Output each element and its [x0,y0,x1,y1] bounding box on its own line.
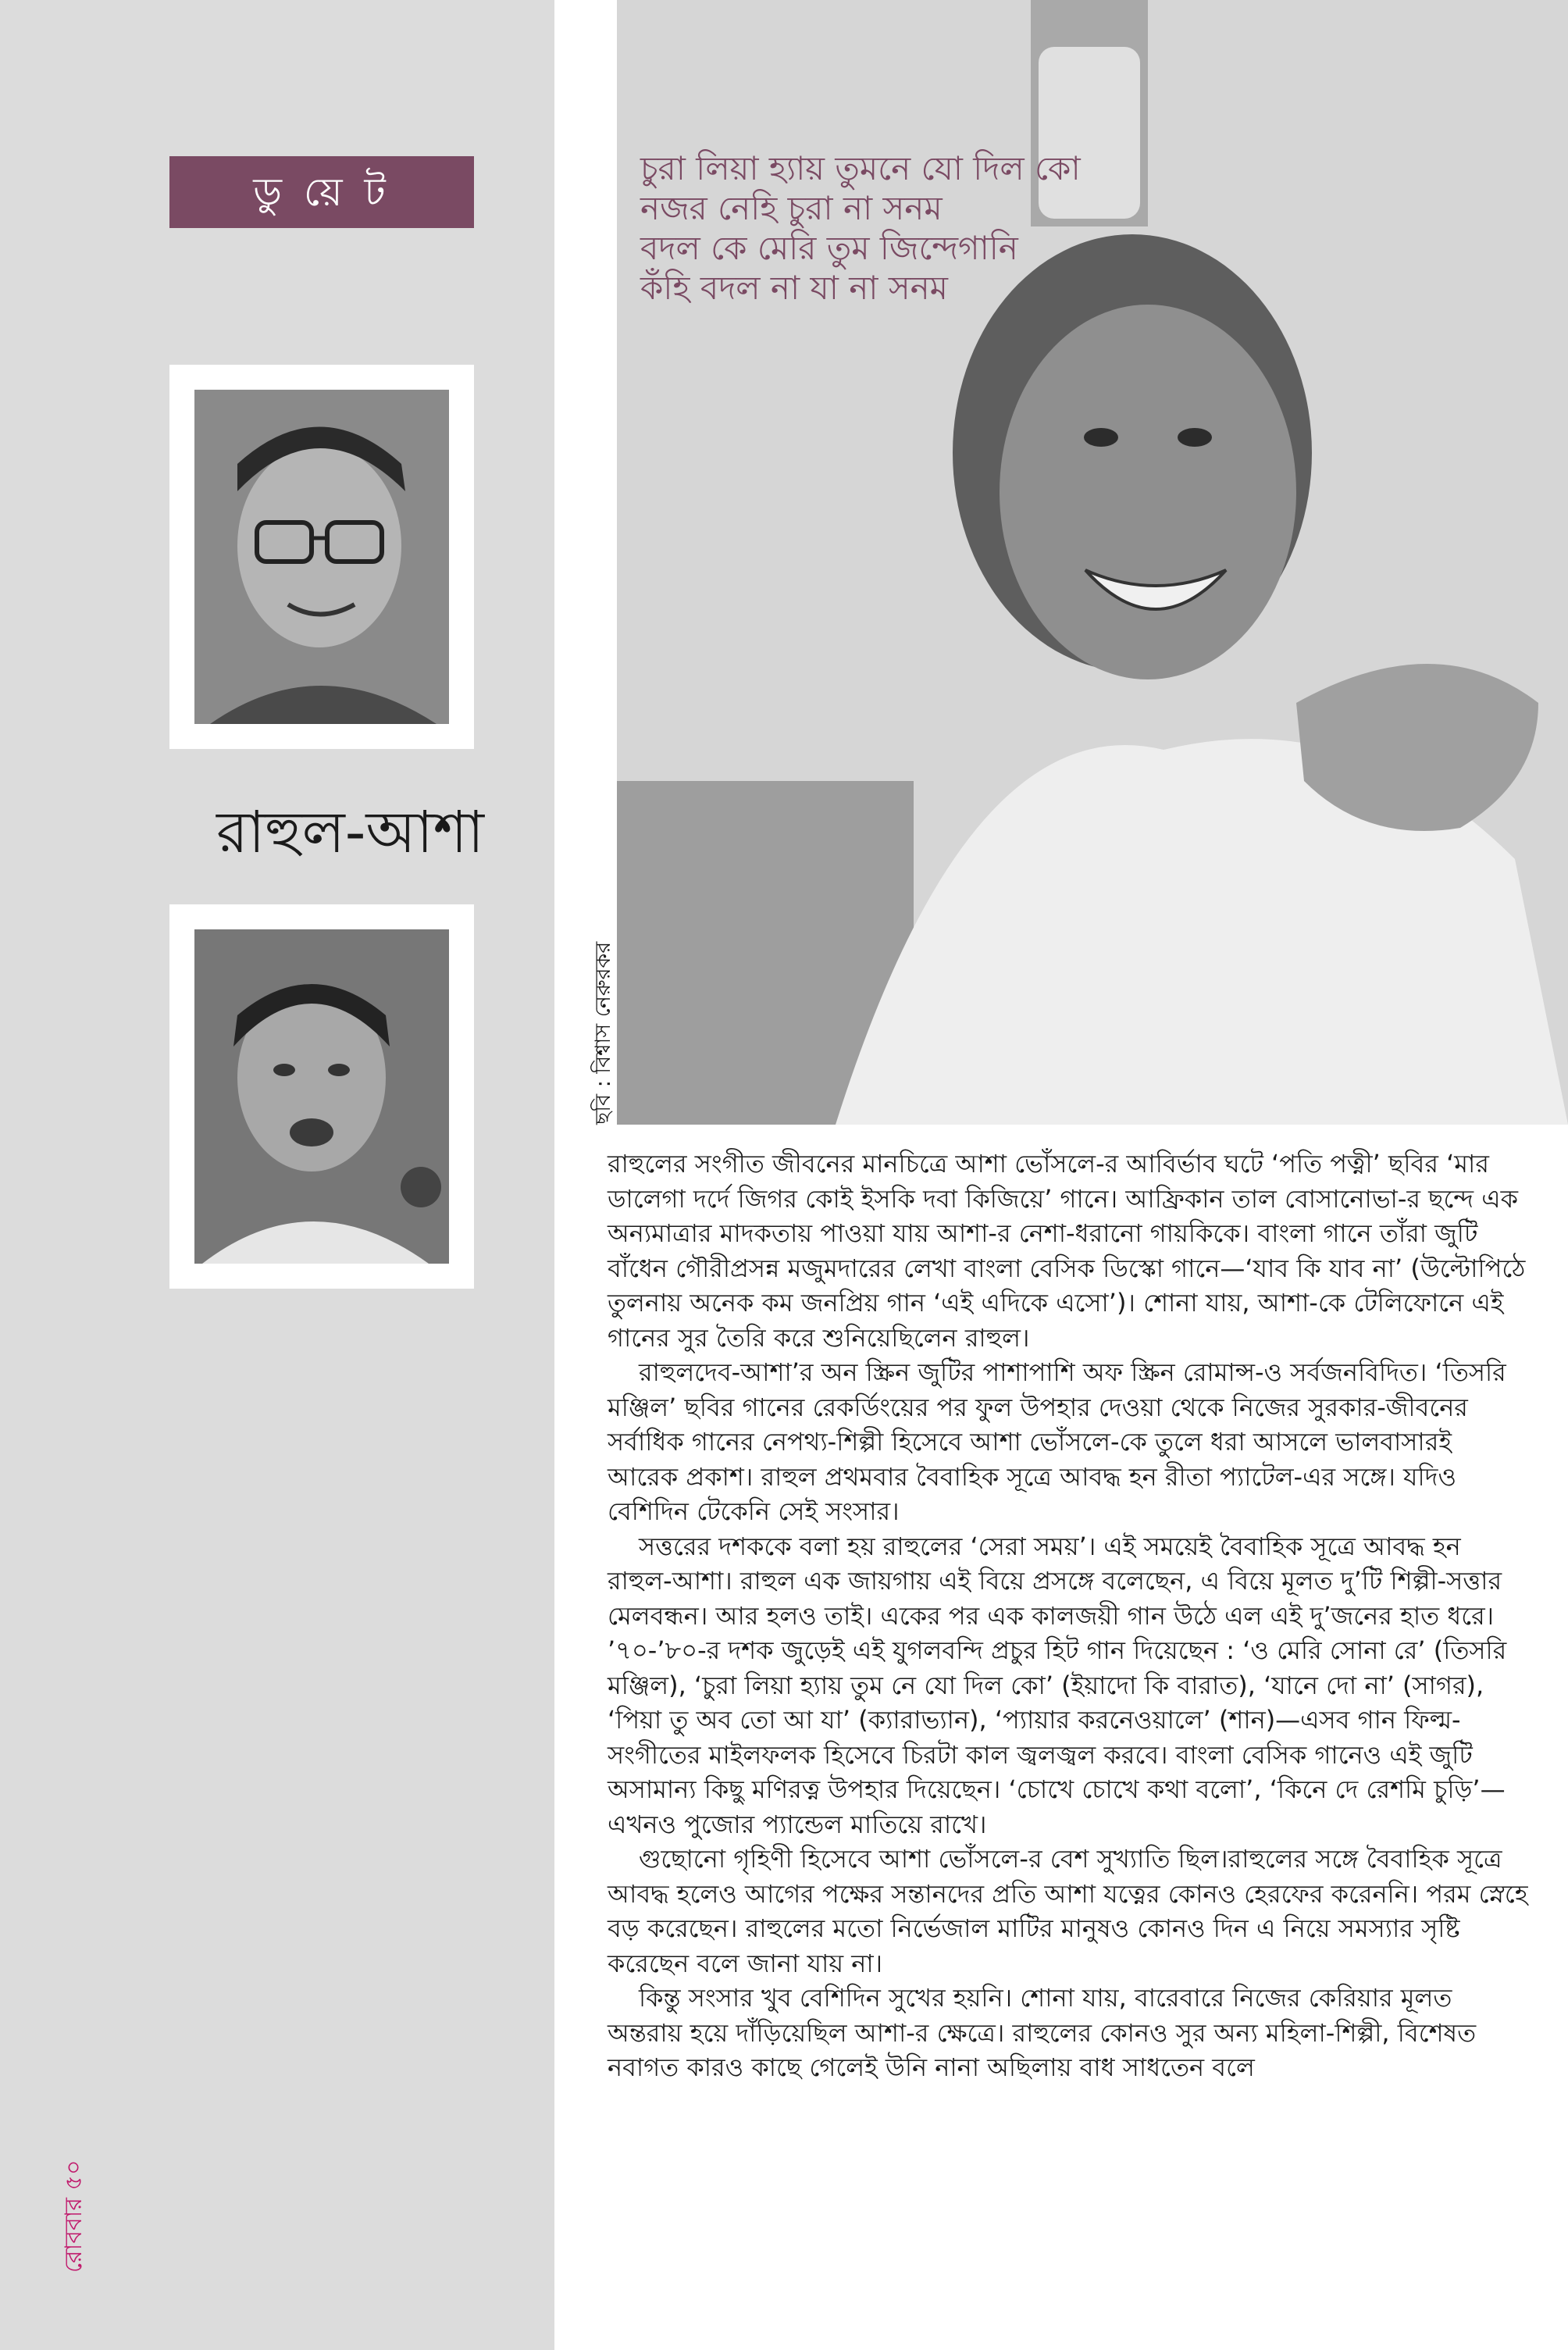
rahul-photo-image [194,390,449,724]
asha-photo-image [194,929,449,1264]
article-paragraph: কিন্তু সংসার খুব বেশিদিন সুখের হয়নি। শোনা যায়, বারেবারে নিজের কেরিয়ার মূলত অন্তরায় হয়ে দাঁড়িয়েছিল আশা-র ক্ষেত্রে। রাহুলের কোনও সুর অন্য মহিলা-শিল্পী, বিশেষত নবাগত কারও কাছে গেলেই উনি নানা অছিলায় বাধ সাধতেন বলে [608,1983,1477,2082]
lyric-line: কঁহি বদল না যা না সনম [640,269,948,307]
sidebar-panel [0,0,554,2350]
article-paragraph: রাহুলের সংগীত জীবনের মানচিত্রে আশা ভোঁসলে-র আবির্ভাব ঘটে ‘পতি পত্নী’ ছবির ‘মার ডালেগা দর্দে জিগর কোই ইসকি দবা কিজিয়ে’ গানে। আফ্রিকান তাল বোসানোভা-র ছন্দে এক অন্যমাত্রার মাদকতায় পাওয়া যায় আশা-র নেশা-ধরানো গায়কিকে। বাংলা গানে তাঁরা জুটি বাঁধেন গৌরীপ্রসন্ন মজুমদারের লেখা বাংলা বেসিক ডিস্কো গানে—‘যাব কি যাব না’ (উল্টোপিঠে তুলনায় অনেক কম জনপ্রিয় গান ‘এই এদিকে এসো’)। শোনা যায়, আশা-কে টেলিফোনে এই গানের সুর তৈরি করে শুনিয়েছিলেন রাহুল। [608,1149,1526,1353]
article-paragraph: সত্তরের দশককে বলা হয় রাহুলের ‘সেরা সময়’। এই সময়েই বৈবাহিক সূত্রে আবদ্ধ হন রাহুল-আশা। রাহুল এক জায়গায় এই বিয়ে প্রসঙ্গে বলেছেন, এ বিয়ে মূলত দু’টি শিল্পী-সত্তার মেলবন্ধন। আর হলও তাই। একের পর এক কালজয়ী গান উঠে এল এই দু’জনের হাত ধরে। ’৭০-’৮০-র দশক জুড়েই এই যুগলবন্দি প্রচুর হিট গান দিয়েছেন : ‘ও মেরি সোনা রে’ (তিসরি মঞ্জিল), ‘চুরা লিয়া হ্যায় তুম নে যো দিল কো’ (ইয়াদো কি বারাত), ‘যানে দো না’ (সাগর), ‘পিয়া তু অব তো আ যা’ (ক্যারাভ্যান), ‘প্যায়ার করনেওয়ালে’ (শান)—এসব গান ফিল্ম-সংগীতের মাইলফলক হিসেবে চিরটা কাল জ্বলজ্বল করবে। বাংলা বেসিক গানেও এই জুটি অসামান্য কিছু মণিরত্ন উপহার দিয়েছেন। ‘চোখে চোখে কথা বলো’, ‘কিনে দে রেশমি চুড়ি’—এখনও পুজোর প্যান্ডেল মাতিয়ে রাখে। [608,1531,1507,1839]
photo-credit: ছবি : বিশ্বাস নেরুরকর [591,941,615,1125]
section-tag: ডু য়ে ট [169,156,474,228]
portrait-photo-rahul [169,365,474,749]
lyric-line: বদল কে মেরি তুম জিন্দেগানি [640,229,1018,267]
lyrics-quote [640,148,1203,308]
portrait-photo-asha [169,904,474,1289]
article-paragraph: গুছোনো গৃহিণী হিসেবে আশা ভোঁসলে-র বেশ সুখ্যাতি ছিল।রাহুলের সঙ্গে বৈবাহিক সূত্রে আবদ্ধ হলেও আগের পক্ষের সন্তানদের প্রতি আশা যত্নের কোনও হেরফের করেননি। পরম স্নেহে বড় করেছেন। রাহুলের মতো নির্ভেজাল মাটির মানুষও কোনও দিন এ নিয়ে সমস্যার সৃষ্টি করেছেন বলে জানা যায় না। [608,1844,1528,1978]
feature-title: রাহুল-আশা [216,799,484,866]
article-paragraph: রাহুলদেব-আশা’র অন স্ক্রিন জুটির পাশাপাশি অফ স্ক্রিন রোমান্স-ও সর্বজনবিদিত। ‘তিসরি মঞ্জিল’ ছবির গানের রেকর্ডিংয়ের পর ফুল উপহার দেওয়া থেকে নিজের সুরকার-জীবনের সর্বাধিক গানের নেপথ্য-শিল্পী হিসেবে আশা ভোঁসলে-কে তুলে ধরা আসলে ভালবাসারই আরেক প্রকাশ। রাহুল প্রথমবার বৈবাহিক সূত্রে আবদ্ধ হন রীতা প্যাটেল-এর সঙ্গে। যদিও বেশিদিন টেকেনি সেই সংসার। [608,1357,1506,1526]
lyric-line: নজর নেহি চুরা না সনম [640,189,943,227]
page-folio: রোববার ৫০ [60,2159,87,2273]
lyric-line: চুরা লিয়া হ্যায় তুমনে যো দিল কো [640,149,1081,187]
article-body [608,1146,1529,2085]
